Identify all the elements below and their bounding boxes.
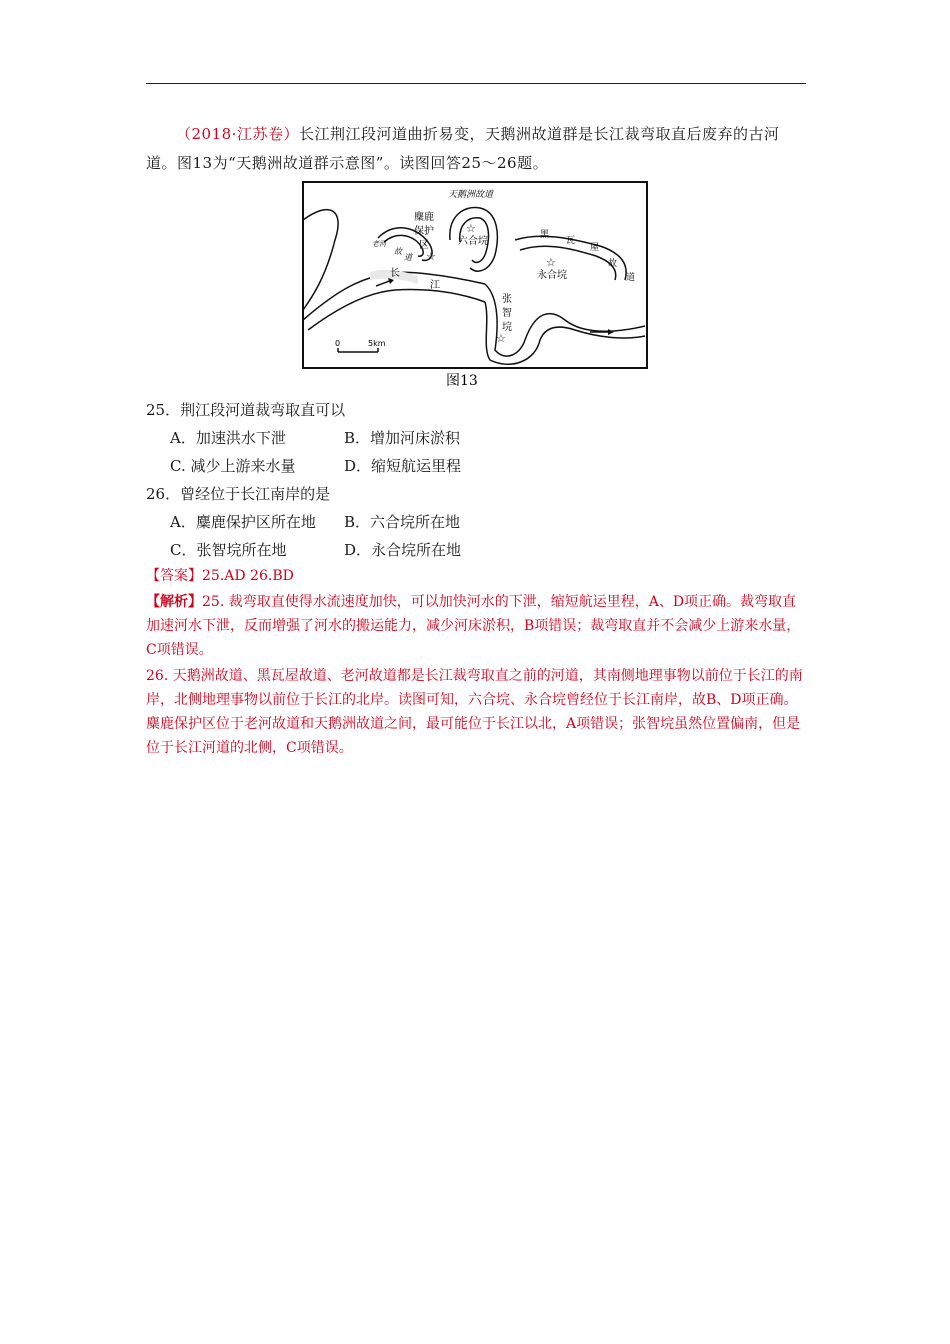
label-liuhe: 六合垸 <box>458 236 488 247</box>
question-26 <box>146 480 330 508</box>
option-key: C． <box>170 541 197 559</box>
option-key: B． <box>344 513 371 531</box>
label-heiwawu-3: 屋 <box>590 243 600 253</box>
question-intro <box>146 120 810 178</box>
option-26-b[interactable] <box>344 508 460 536</box>
option-text: 加速洪水下泄 <box>195 429 286 447</box>
answer-line <box>146 564 294 588</box>
label-milu-2: 鹿 <box>424 212 434 223</box>
option-key: B． <box>344 429 371 447</box>
option-25-c[interactable] <box>170 452 296 480</box>
label-milu-4: 护 <box>424 226 434 237</box>
star-icon-milu: ☆ <box>426 250 436 263</box>
option-25-d[interactable] <box>344 452 461 480</box>
star-icon-zhangzhi: ☆ <box>496 332 506 345</box>
option-key: C. <box>170 457 186 475</box>
figure-caption: 图13 <box>446 373 478 389</box>
analysis-text-25: 25. 裁弯取直使得水流速度加快，可以加快河水的下泄，缩短航运里程，A、D项正确。裁弯取直加速河水下泄，反而增强了河水的搬运能力，减少河床淤积，B项错误；裁弯取直并不会减少上游来水量，C项错误。 <box>146 594 801 658</box>
question-25-number: 25． <box>146 401 181 419</box>
question-26-number: 26． <box>146 485 181 503</box>
star-icon-yonghe: ☆ <box>546 256 556 269</box>
label-zhangzhi-2: 智 <box>502 308 512 319</box>
option-key: D． <box>344 457 372 475</box>
label-heiwawu-4: 故 <box>608 259 618 269</box>
intro-text: 长江荆江段河道曲折易变，天鹅洲故道群是长江裁弯取直后废弃的古河道。图13为“天鹅洲故道群示意图”。读图回答25～26题。 <box>146 125 780 172</box>
answer-text: 25.AD 26.BD <box>202 568 294 584</box>
label-zhangzhi-1: 张 <box>502 294 512 305</box>
label-milu-3: 保 <box>414 226 424 237</box>
label-laohe-2: 故 <box>394 247 402 256</box>
map-frame <box>303 182 647 368</box>
option-text: 减少上游来水量 <box>190 457 296 475</box>
question-source: （2018·江苏卷） <box>176 125 299 143</box>
analysis-paragraph-26 <box>146 664 810 760</box>
option-26-c[interactable] <box>170 536 287 564</box>
star-icon-liuhe: ☆ <box>466 222 476 235</box>
analysis-text-26: 26. 天鹅洲故道、黑瓦屋故道、老河故道都是长江裁弯取直之前的河道，其南侧地理事物以前位于长江的南岸，北侧地理事物以前位于长江的北岸。读图可知，六合垸、永合垸曾经位于长江南岸，故B、D项正确。麋鹿保护区位于老河故道和天鹅洲故道之间，最可能位于长江以北，A项错误；张智垸虽然位置偏南，但是位于长江河道的北侧，C项错误。 <box>146 668 803 756</box>
label-yonghe: 永合垸 <box>537 270 567 281</box>
label-milu-1: 麋 <box>414 212 424 223</box>
label-heiwawu-2: 瓦 <box>566 236 576 246</box>
label-tianezhou: 天鹅洲故道 <box>448 190 494 200</box>
option-key: A． <box>170 429 196 447</box>
option-text: 麋鹿保护区所在地 <box>195 513 316 531</box>
question-25-stem: 荆江段河道裁弯取直可以 <box>180 401 346 419</box>
option-text: 缩短航运里程 <box>371 457 462 475</box>
scale-label-5km: 5km <box>368 339 386 348</box>
header-rule <box>146 83 806 84</box>
label-zhangzhi-3: 垸 <box>502 322 512 333</box>
analysis-paragraph-25 <box>146 590 810 662</box>
question-25 <box>146 396 345 424</box>
option-text: 永合垸所在地 <box>371 541 462 559</box>
option-key: D． <box>344 541 372 559</box>
label-laohe-1: 老河 <box>372 240 386 248</box>
analysis-tag: 【解析】 <box>146 594 202 610</box>
label-changjiang-2: 江 <box>430 280 440 291</box>
label-changjiang-1: 长 <box>390 268 400 279</box>
option-26-a[interactable] <box>170 508 316 536</box>
option-25-b[interactable] <box>344 424 460 452</box>
option-text: 六合垸所在地 <box>370 513 461 531</box>
figure-13-map <box>300 180 650 390</box>
question-26-stem: 曾经位于长江南岸的是 <box>180 485 331 503</box>
label-laohe-3: 道 <box>404 253 412 262</box>
option-key: A． <box>170 513 196 531</box>
answer-tag: 【答案】 <box>146 568 202 584</box>
option-26-d[interactable] <box>344 536 461 564</box>
label-milu-5: 区 <box>419 240 429 251</box>
tianezhou-map-svg <box>300 180 650 390</box>
label-heiwawu-1: 黑 <box>540 230 550 240</box>
scale-label-0: 0 <box>335 339 341 348</box>
option-25-a[interactable] <box>170 424 286 452</box>
option-text: 增加河床淤积 <box>370 429 461 447</box>
option-text: 张智垸所在地 <box>196 541 287 559</box>
label-heiwawu-5: 道 <box>626 273 636 283</box>
